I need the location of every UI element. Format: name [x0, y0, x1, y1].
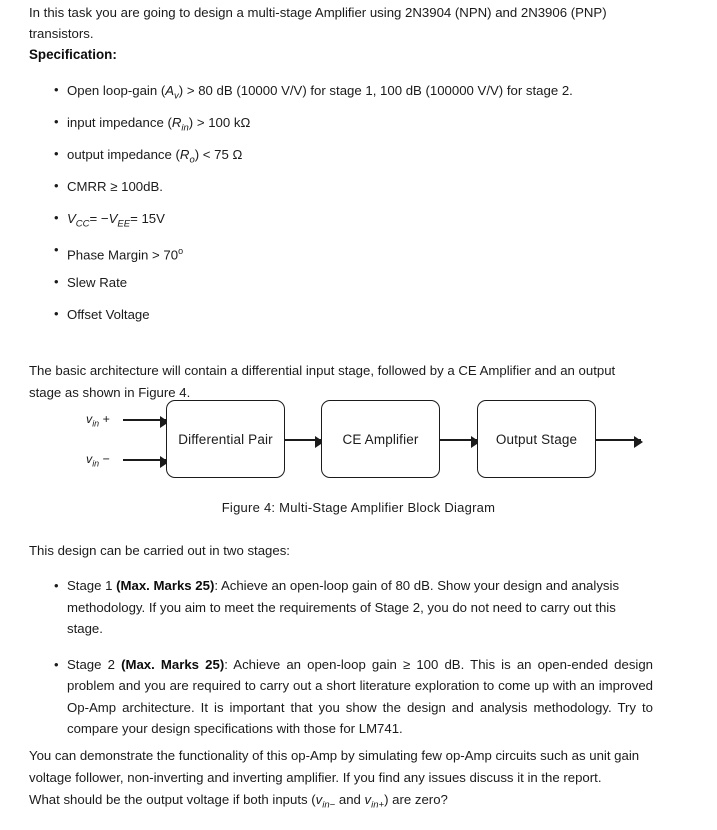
stage-list — [0, 575, 680, 754]
spec-text-suffix: ) < 75 Ω — [194, 147, 243, 162]
arrow-input-negative — [123, 459, 167, 461]
spec-item-input-impedance — [0, 114, 660, 146]
symbol-av: $A_v$ — [165, 83, 179, 102]
question-suffix: ) are zero? — [384, 792, 448, 807]
spec-text-prefix: input impedance ( — [67, 115, 172, 130]
spec-text-suffix: ) > 80 dB (10000 V/V) for stage 1, 100 dB (100000 V/V) for stage 2. — [178, 83, 573, 98]
symbol-vee: $V_{EE}$ — [108, 211, 131, 230]
block-label: Differential Pair — [178, 431, 273, 447]
spec-item-open-loop-gain — [0, 82, 660, 114]
spec-item-output-impedance — [0, 146, 660, 178]
closing-paragraph: You can demonstrate the functionality of this op-Amp by simulating few op-Amp circuits such as unit gain voltage follower, non-inverting and inverting amplifier. If you find any issues discuss it in the report. — [29, 748, 640, 785]
spec-item-offset-voltage — [0, 306, 660, 338]
symbol-vin-minus: $v_{in-}$ — [315, 792, 336, 811]
degree-superscript: o — [178, 246, 184, 256]
block-label: Output Stage — [495, 431, 578, 447]
figure-caption: Figure 4: Multi-Stage Amplifier Block Diagram — [221, 500, 496, 515]
block-diagram-figure — [0, 398, 717, 498]
symbol-ro: $R_o$ — [179, 147, 195, 166]
block-ce-amplifier — [321, 400, 440, 478]
arrow-ce-to-output — [440, 439, 478, 441]
specification-heading: Specification: — [29, 47, 117, 62]
spec-text-mid: = − — [89, 211, 109, 226]
specification-list — [0, 82, 660, 338]
spec-text-prefix: Offset Voltage — [67, 307, 150, 322]
architecture-paragraph: The basic architecture will contain a differential input stage, followed by a CE Amplifier and an output stage as shown in Figure 4. — [29, 363, 616, 400]
question-prefix: What should be the output voltage if both inputs ( — [29, 792, 316, 807]
input-label-positive: $v_{in}$ + — [86, 412, 110, 429]
spec-item-phase-margin — [0, 242, 660, 274]
stage-body: : Achieve an open-loop gain ≥ 100 dB. This is an open-ended design problem and you are required to carry out a short literature exploration to come up with an improved Op-Amp architecture. It is important that you show the design and analysis methodology. Try to compare your design specifications with those for LM741. — [67, 656, 654, 736]
two-stages-intro: This design can be carried out in two stages: — [29, 543, 290, 558]
stage-lead: Stage 1 — [67, 578, 117, 593]
input-label-negative: $v_{in}$ − — [86, 452, 110, 469]
spec-text-prefix: output impedance ( — [67, 147, 180, 162]
arrow-output — [596, 439, 641, 441]
block-output-stage — [477, 400, 596, 478]
spec-text-prefix: Open loop-gain ( — [67, 83, 166, 98]
symbol-vcc: $V_{CC}$ — [67, 211, 90, 230]
stage-marks: (Max. Marks 25) — [121, 656, 225, 672]
closing-question — [29, 789, 654, 816]
stage-item-1 — [0, 575, 680, 640]
spec-item-slew-rate — [0, 274, 660, 306]
spec-item-supply-voltage — [0, 210, 660, 242]
arrow-input-positive — [123, 419, 167, 421]
spec-item-cmrr — [0, 178, 660, 210]
stage-marks: (Max. Marks 25) — [116, 578, 215, 593]
symbol-rin: $R_{in}$ — [171, 115, 189, 134]
question-mid: and — [335, 792, 365, 807]
stage-body: : Achieve an open-loop gain of 80 dB. Show your design and analysis methodology. If you aim to meet the requirements of Stage 2, you do not need to carry out this stage. — [67, 578, 620, 636]
stage-item-2 — [0, 654, 680, 740]
symbol-vin-plus: $v_{in+}$ — [364, 792, 385, 811]
arrow-diffpair-to-ce — [285, 439, 322, 441]
intro-paragraph: In this task you are going to design a multi-stage Amplifier using 2N3904 (NPN) and 2N3906 (PNP) transistors. — [29, 5, 607, 41]
spec-text-suffix: ) > 100 kΩ — [188, 115, 251, 130]
stage-lead: Stage 2 — [67, 656, 122, 672]
spec-text-prefix: CMRR ≥ 100dB. — [67, 179, 163, 194]
spec-text-suffix: = 15V — [130, 211, 165, 226]
block-differential-pair — [166, 400, 285, 478]
spec-text-prefix: Slew Rate — [67, 275, 128, 290]
block-label: CE Amplifier — [342, 431, 419, 447]
closing-section — [29, 745, 654, 816]
spec-text-prefix: Phase Margin > 70 — [67, 247, 179, 263]
